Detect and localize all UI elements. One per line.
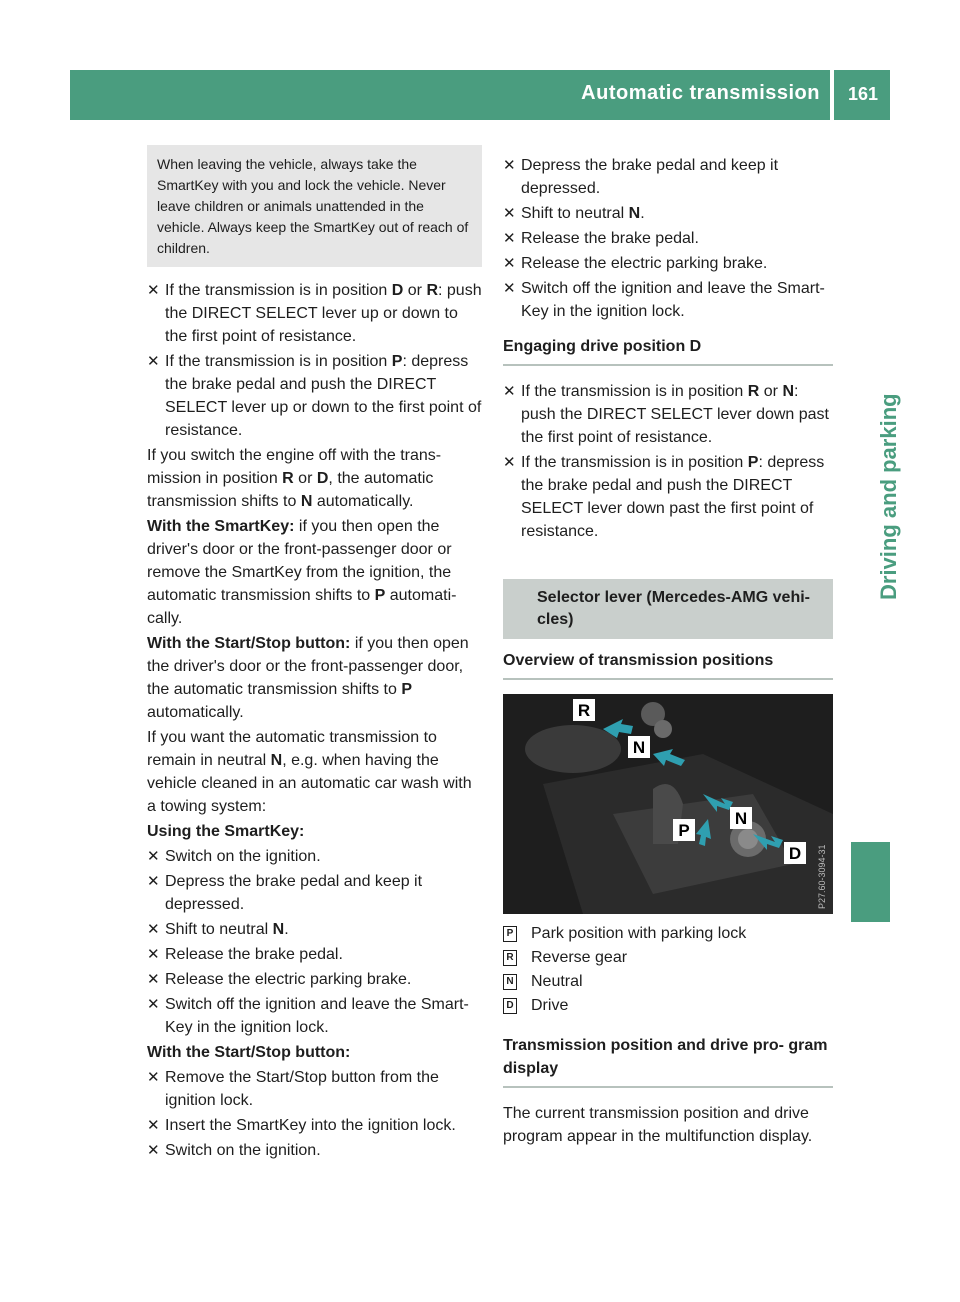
text: : depress the brake pedal and push the DIRECT SELECT lever up or down to the first point of resistance. [165,353,482,439]
text: : push the DIRECT SELECT lever up or down to the first point of resistance. [165,282,482,345]
text: Shift to neutral [165,921,273,938]
text: Switch on the ignition. [165,848,321,865]
step [147,993,482,1039]
text: or [759,383,783,400]
legend-row [503,970,833,994]
paragraph [147,632,482,724]
paragraph: The current transmission position and drive program appear in the multifunction display. [503,1105,813,1145]
text: P [747,454,759,471]
warning-note: When leaving the vehicle, always take the SmartKey with you and lock the vehicle. Never leave children or animals unattended in the vehicle. Always keep the SmartKey out of reach of children. [147,145,482,267]
photo-label-n-bottom: N [734,809,748,828]
text: , e.g. when having the vehicle cleaned in an automatic car wash with a towing system: [147,752,472,815]
step [147,1139,482,1162]
text: , the automatic transmission shifts to [147,470,434,510]
legend-row [503,922,833,946]
legend-key-icon: D [503,998,517,1014]
photo-label-d: D [788,844,802,863]
paragraph [147,444,482,513]
legend-text: Reverse gear [531,949,628,966]
text: Insert the SmartKey into the ignition lock. [165,1117,456,1134]
page-title: Automatic transmission [581,82,820,104]
step [147,918,482,941]
step [147,279,482,348]
text: if you then open the driver's door or the front-passenger door, the automatic transmission shifts to [147,635,469,698]
side-tab-label: Driving and parking [876,393,901,600]
step [503,252,833,275]
legend-key-icon: P [503,926,517,942]
text: or [293,470,317,487]
subheading: Using the SmartKey: [147,823,305,840]
text: N [300,493,313,510]
step [147,1066,482,1112]
step [503,202,833,225]
text: With the Start/Stop button: [147,635,351,652]
left-column [147,145,482,1164]
text: If the transmission is in position [521,383,748,400]
text: Depress the brake pedal and keep it depressed. [521,157,779,197]
text: automatically. [312,493,414,510]
text: . [640,205,645,222]
text: Shift to neutral [521,205,629,222]
section-heading: Transmission position and drive pro- gram display [503,1034,833,1088]
page-header [70,70,890,120]
text: Depress the brake pedal and keep it depressed. [165,873,423,913]
text: if you then open the driver's door or the front-passenger door or remove the SmartKey from the ignition, the automatic transmission shifts to [147,518,452,604]
header-divider [830,70,834,120]
section-title-box: Selector lever (Mercedes-AMG vehi- cles) [503,579,833,639]
step-marker-icon: ✕ [503,280,516,297]
step [503,277,833,323]
paragraph [147,726,482,818]
step [147,1114,482,1137]
photo-label-n-top: N [632,738,646,757]
legend-key-icon: R [503,950,517,966]
step [503,154,833,200]
text: If you switch the engine off with the trans- mission in position [147,447,442,487]
text: R [747,383,760,400]
section-heading: Overview of transmission positions [503,649,833,680]
step-marker-icon: ✕ [147,1069,160,1086]
text: or [403,282,427,299]
step-marker-icon: ✕ [147,873,160,890]
text: Release the electric parking brake. [521,255,768,272]
photo-label-r: R [577,701,591,720]
step [147,968,482,991]
step [503,380,833,449]
text: : depress the brake pedal and push the DIRECT SELECT lever down past the first point of resistance. [521,454,825,540]
legend-text: Neutral [531,973,583,990]
text: P [391,353,403,370]
step-marker-icon: ✕ [503,230,516,247]
text: Switch off the ignition and leave the Smart- Key in the ignition lock. [165,996,469,1036]
side-tab-marker [851,842,890,922]
step-marker-icon: ✕ [147,282,160,299]
selector-lever-illustration [503,694,833,914]
text: N [628,205,641,222]
step-marker-icon: ✕ [147,996,160,1013]
step [147,845,482,868]
text: If the transmission is in position [165,282,392,299]
step-marker-icon: ✕ [503,383,516,400]
photo-label-p: P [678,821,690,840]
text: If you want the automatic transmission to remain in neutral [147,729,437,769]
photo-code: P27.60-3094-31 [817,844,827,909]
step [147,943,482,966]
step-marker-icon: ✕ [147,848,160,865]
step [503,451,833,543]
step-marker-icon: ✕ [147,353,160,370]
legend-row [503,994,833,1018]
text: Release the brake pedal. [165,946,343,963]
text: Switch on the ignition. [165,1142,321,1159]
text: R [282,470,294,487]
text: N [270,752,283,769]
text: automati- cally. [147,587,457,627]
step-marker-icon: ✕ [147,1117,160,1134]
text: Remove the Start/Stop button from the ignition lock. [165,1069,439,1109]
selector-lever-photo [503,694,833,914]
text: If the transmission is in position [165,353,392,370]
subheading: With the Start/Stop button: [147,1044,351,1061]
text: R [426,282,439,299]
legend-text: Drive [531,997,569,1014]
text: D [391,282,404,299]
step [147,870,482,916]
text: P [401,681,412,698]
text: . [284,921,289,938]
step-marker-icon: ✕ [147,971,160,988]
text: Release the electric parking brake. [165,971,412,988]
step-marker-icon: ✕ [503,255,516,272]
paragraph [147,515,482,630]
step-marker-icon: ✕ [503,157,516,174]
step-marker-icon: ✕ [147,1142,160,1159]
legend-key-icon: N [503,974,517,990]
text: With the SmartKey: [147,518,295,535]
text: If the transmission is in position [521,454,748,471]
text: N [782,383,795,400]
text: Switch off the ignition and leave the Smart- Key in the ignition lock. [521,280,825,320]
section-heading: Engaging drive position D [503,335,833,366]
step-marker-icon: ✕ [503,454,516,471]
legend-row [503,946,833,970]
text: automatically. [147,704,244,721]
step-marker-icon: ✕ [147,946,160,963]
text: P [374,587,386,604]
step [147,350,482,442]
step [503,227,833,250]
right-column [503,154,833,1150]
text: : push the DIRECT SELECT lever down past the first point of resistance. [521,383,829,446]
step-marker-icon: ✕ [503,205,516,222]
text: Release the brake pedal. [521,230,699,247]
text: D [316,470,329,487]
text: N [272,921,285,938]
page-number: 161 [847,84,878,104]
legend-text: Park position with parking lock [531,925,747,942]
step-marker-icon: ✕ [147,921,160,938]
